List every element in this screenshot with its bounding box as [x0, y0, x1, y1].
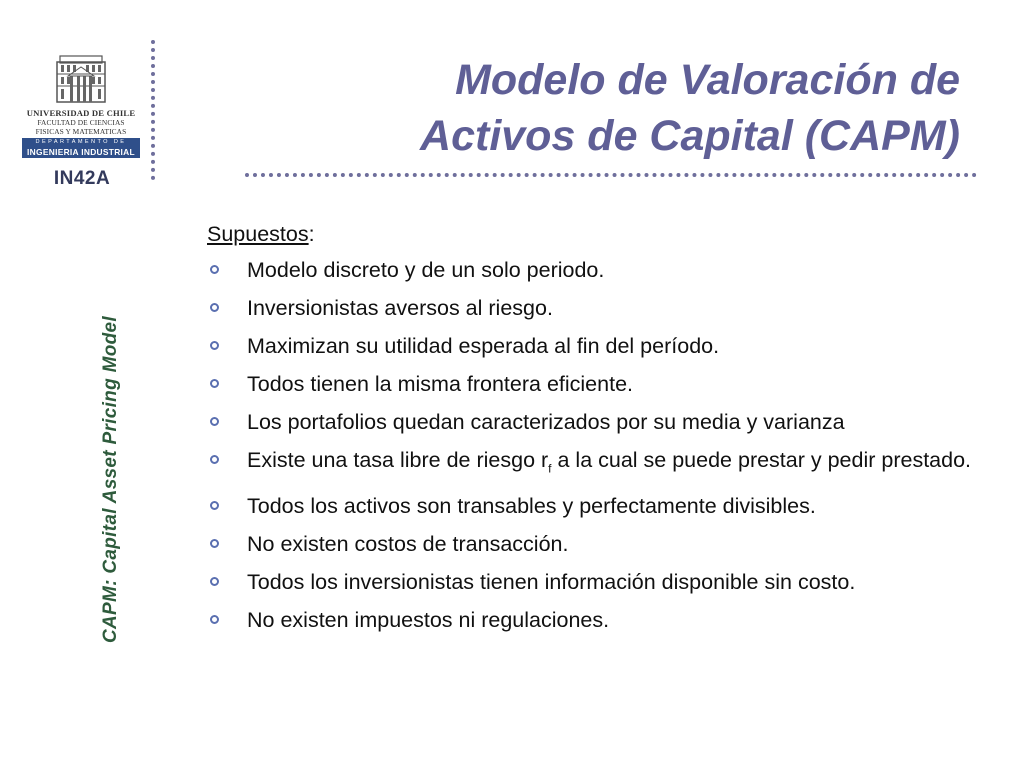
bullet-icon — [210, 379, 219, 388]
side-label: CAPM: Capital Asset Pricing Model — [100, 316, 121, 643]
list-item: Inversionistas aversos al riesgo. — [207, 293, 972, 323]
list-item: Maximizan su utilidad esperada al fin del período. — [207, 331, 972, 361]
building-icon — [56, 52, 106, 104]
bullet-icon — [210, 455, 219, 464]
horizontal-dotted-divider — [245, 173, 977, 177]
logo-faculty-line1: FACULTAD DE CIENCIAS — [37, 118, 125, 127]
logo-department-name: INGENIERIA INDUSTRIAL — [27, 147, 135, 157]
slide-body — [207, 219, 972, 643]
course-code: IN42A — [53, 168, 111, 189]
bullet-icon — [210, 615, 219, 624]
bullet-icon — [210, 303, 219, 312]
bullet-icon — [210, 501, 219, 510]
bullet-icon — [210, 417, 219, 426]
assumptions-list — [207, 255, 972, 635]
logo-department-band — [22, 138, 140, 158]
slide-title-line2: Activos de Capital (CAPM) — [420, 112, 960, 160]
rf-subscript: f — [548, 461, 552, 476]
section-heading-colon: : — [308, 222, 315, 246]
bullet-icon — [210, 341, 219, 350]
logo-university-name: UNIVERSIDAD DE CHILE — [26, 108, 136, 118]
bullet-icon — [210, 539, 219, 548]
bullet-icon — [210, 577, 219, 586]
list-item: Todos tienen la misma frontera eficiente. — [207, 369, 972, 399]
section-heading — [207, 219, 972, 249]
logo-faculty-line2: FISICAS Y MATEMATICAS — [35, 127, 127, 136]
list-item: Todos los inversionistas tienen información disponible sin costo. — [207, 567, 972, 597]
slide-title-line1: Modelo de Valoración de — [455, 56, 960, 104]
bullet-icon — [210, 265, 219, 274]
slide-title — [240, 52, 960, 164]
list-item: Los portafolios quedan caracterizados por su media y varianza — [207, 407, 972, 437]
vertical-dotted-divider — [151, 40, 155, 180]
list-item: Modelo discreto y de un solo periodo. — [207, 255, 972, 285]
university-logo — [22, 52, 140, 170]
list-item: No existen impuestos ni regulaciones. — [207, 605, 972, 635]
list-item: No existen costos de transacción. — [207, 529, 972, 559]
section-heading-word: Supuestos — [207, 222, 309, 246]
logo-department-label: DEPARTAMENTO DE — [35, 139, 127, 145]
list-item: Todos los activos son transables y perfectamente divisibles. — [207, 491, 972, 521]
list-item-risk-free-rate: Existe una tasa libre de riesgo $r_f$ a la cual se puede prestar y pedir prestado. — [207, 445, 972, 483]
